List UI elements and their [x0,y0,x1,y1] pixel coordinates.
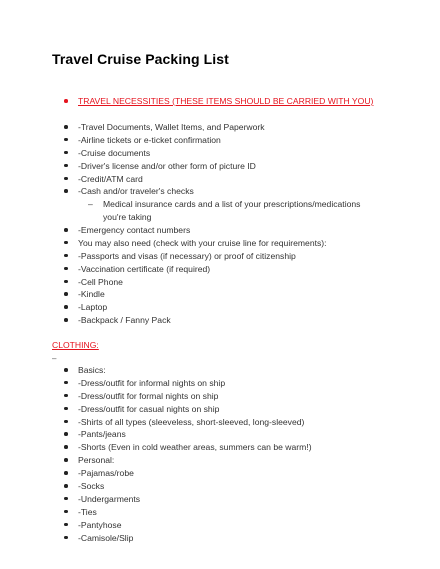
list-item-label: -Airline tickets or e-ticket confirmation [78,134,221,145]
list-item-label: -Passports and visas (if necessary) or proof of citizenship [78,250,296,261]
list-item-label: -Pantyhose [78,519,122,530]
list-item-label: -Laptop [78,302,108,313]
list-item [62,288,327,301]
list-item [62,276,327,289]
list-item-label: Medical insurance cards and a list of your prescriptions/medications you're taking [103,199,361,222]
list-item [62,416,312,429]
list-item-label: -Pajamas/robe [78,468,134,479]
list-item [62,480,312,493]
list-item-label: -Driver's license and/or other form of picture ID [78,160,256,171]
list-item-label: -Kindle [78,289,105,300]
list-item [62,519,312,532]
list-item [62,121,265,134]
list-item [62,467,312,480]
list-item-label: -Emergency contact numbers [78,225,191,235]
bullet-icon [64,523,68,527]
list-item [62,532,312,545]
list-item-label: -Dress/outfit for casual nights on ship [78,403,220,414]
list-item-label: -Camisole/Slip [78,532,134,543]
bullet-icon [64,445,68,449]
list-item-label: -Undergarments [78,493,141,504]
bullet-icon [64,471,68,475]
bullet-icon [64,164,68,168]
necessities-heading: TRAVEL NECESSITIES (THESE ITEMS SHOULD BE CARRIED WITH YOU) [78,96,374,106]
list-item [62,493,312,506]
list-item-label: -Cell Phone [78,276,123,287]
bullet-icon [64,305,68,309]
list-item-label: You may also need (check with your cruise line for requirements): [78,237,327,248]
list-item [62,147,265,160]
list-item-label: -Socks [78,481,105,492]
list-item-label: Basics: [78,365,106,375]
bullet-icon [64,254,68,258]
list-item [62,263,327,276]
bullet-icon [64,189,68,193]
list-item [62,301,327,314]
bullet-icon [64,177,68,181]
bullet-icon [64,407,68,411]
list-item [62,428,312,441]
list-item-label: -Travel Documents, Wallet Items, and Paperwork [78,122,265,132]
bullet-icon [64,536,68,540]
list-item-label: -Backpack / Fanny Pack [78,315,171,326]
bullet-icon [64,381,68,385]
list-item-label: -Credit/ATM card [78,173,143,184]
list-item-label: -Vaccination certificate (if required) [78,263,211,274]
list-item [88,198,378,224]
clothing-list [62,364,312,544]
bullet-icon [64,394,68,398]
bullet-icon [64,510,68,514]
bullet-icon [64,318,68,322]
medical-sublist [88,198,378,224]
list-item [62,224,327,237]
list-item-label: -Dress/outfit for formal nights on ship [78,390,219,401]
list-item [62,377,312,390]
list-item [62,237,327,250]
bullet-icon [64,280,68,284]
list-item-label: -Shorts (Even in cold weather areas, summers can be warm!) [78,442,312,453]
list-item [62,185,265,198]
bullet-icon [64,497,68,501]
list-item [62,134,265,147]
list-item-label: -Cruise documents [78,147,151,158]
list-item [62,454,312,467]
list-item [62,390,312,403]
bullet-icon [64,368,68,372]
clothing-heading: CLOTHING: [52,340,99,350]
list-item-label: -Dress/outfit for informal nights on ship [78,377,226,388]
list-item-label: -Pants/jeans [78,429,126,440]
necessities-section [62,95,373,107]
bullet-icon [64,292,68,296]
list-item [62,250,327,263]
list-item-label: -Cash and/or traveler's checks [78,186,194,197]
list-item-label: -Ties [78,506,97,517]
bullet-icon [64,228,68,232]
necessities-list [62,121,265,198]
bullet-icon [64,458,68,462]
list-item [62,364,312,377]
bullet-icon [64,432,68,436]
list-item [62,506,312,519]
bullet-icon [64,484,68,488]
bullet-icon [64,138,68,142]
dash-icon: – [88,199,93,209]
dash-mark: – [52,354,57,363]
page-title: Travel Cruise Packing List [52,51,229,67]
bullet-icon [64,99,68,103]
bullet-icon [64,267,68,271]
bullet-icon [64,241,68,245]
list-item [62,160,265,173]
necessities-list-continued [62,224,327,327]
list-item [62,441,312,454]
bullet-icon [64,420,68,424]
list-item-label: Personal: [78,455,115,466]
list-item [62,95,373,107]
list-item [62,314,327,327]
list-item [62,403,312,416]
bullet-icon [64,151,68,155]
bullet-icon [64,125,68,129]
list-item-label: -Shirts of all types (sleeveless, short-sleeved, long-sleeved) [78,416,305,427]
list-item [62,173,265,186]
